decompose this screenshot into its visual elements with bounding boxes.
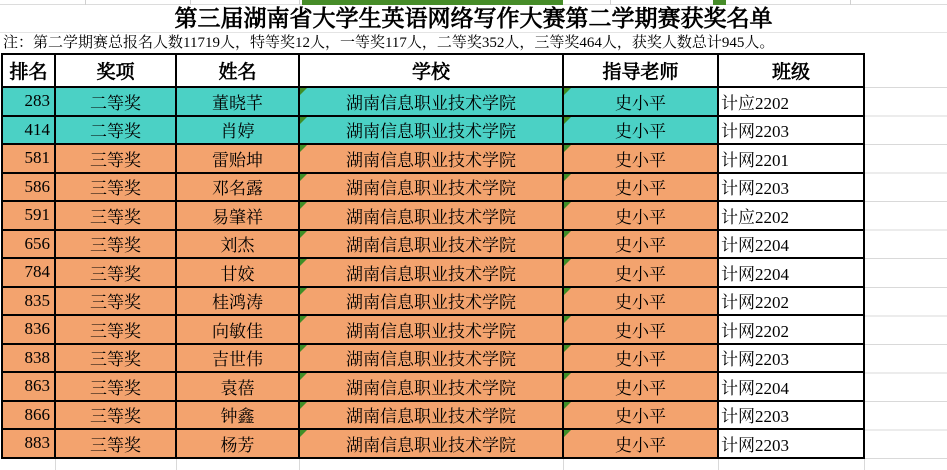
- award-cell[interactable]: 二等奖: [56, 88, 177, 117]
- rank-cell[interactable]: 836: [3, 316, 56, 345]
- class-cell[interactable]: 计网2204: [719, 373, 865, 402]
- class-cell[interactable]: 计网2203: [719, 402, 865, 431]
- teacher-text: 史小平: [615, 150, 666, 170]
- name-cell[interactable]: 肖婷: [177, 117, 300, 146]
- table-row: [3, 259, 865, 288]
- teacher-cell[interactable]: [564, 88, 719, 117]
- class-cell[interactable]: 计网2203: [719, 174, 865, 203]
- teacher-text: 史小平: [615, 207, 666, 227]
- rank-cell[interactable]: 883: [3, 430, 56, 459]
- school-text: 湖南信息职业技术学院: [346, 350, 516, 370]
- school-text: 湖南信息职业技术学院: [346, 179, 516, 199]
- header-name[interactable]: 姓名: [177, 55, 300, 88]
- note-cell[interactable]: 注：第二学期赛总报名人数11719人，特等奖12人，一等奖117人，二等奖352人，三等奖464人，获奖人数总计945人。: [3, 35, 775, 51]
- name-cell[interactable]: 吉世伟: [177, 345, 300, 374]
- awards-table: [1, 53, 865, 459]
- award-cell[interactable]: 三等奖: [56, 231, 177, 260]
- header-rank[interactable]: 排名: [3, 55, 56, 88]
- teacher-text: 史小平: [615, 293, 666, 313]
- cell-flag-icon: [564, 373, 571, 380]
- table-row: [3, 316, 865, 345]
- cell-flag-icon: [564, 259, 571, 266]
- rank-cell[interactable]: 784: [3, 259, 56, 288]
- teacher-cell[interactable]: [564, 316, 719, 345]
- gridline: [299, 459, 300, 470]
- award-cell[interactable]: 三等奖: [56, 345, 177, 374]
- cell-flag-icon: [300, 145, 307, 152]
- cell-flag-icon: [564, 174, 571, 181]
- cell-flag-icon: [300, 88, 307, 95]
- award-cell[interactable]: 二等奖: [56, 117, 177, 146]
- cell-flag-icon: [300, 430, 307, 437]
- rank-cell[interactable]: 866: [3, 402, 56, 431]
- school-text: 湖南信息职业技术学院: [346, 122, 516, 142]
- table-row: [3, 345, 865, 374]
- teacher-cell[interactable]: [564, 288, 719, 317]
- cell-flag-icon: [300, 231, 307, 238]
- teacher-text: 史小平: [615, 321, 666, 341]
- teacher-cell[interactable]: [564, 231, 719, 260]
- cell-flag-icon: [564, 345, 571, 352]
- rank-cell[interactable]: 581: [3, 145, 56, 174]
- gridline: [563, 459, 564, 470]
- gridline: [55, 459, 56, 470]
- teacher-cell[interactable]: [564, 202, 719, 231]
- teacher-cell[interactable]: [564, 373, 719, 402]
- name-cell[interactable]: 杨芳: [177, 430, 300, 459]
- class-cell[interactable]: 计网2204: [719, 259, 865, 288]
- teacher-cell[interactable]: [564, 430, 719, 459]
- table-row: [3, 202, 865, 231]
- cell-flag-icon: [300, 288, 307, 295]
- teacher-text: 史小平: [615, 93, 666, 113]
- class-cell[interactable]: 计网2201: [719, 145, 865, 174]
- gridline: [176, 459, 177, 470]
- name-cell[interactable]: 甘姣: [177, 259, 300, 288]
- cell-flag-icon: [564, 117, 571, 124]
- table-row: [3, 231, 865, 260]
- class-cell[interactable]: 计网2202: [719, 316, 865, 345]
- header-award[interactable]: 奖项: [56, 55, 177, 88]
- class-cell[interactable]: 计网2203: [719, 117, 865, 146]
- rank-cell[interactable]: 863: [3, 373, 56, 402]
- school-cell[interactable]: [300, 430, 564, 459]
- name-cell[interactable]: 刘杰: [177, 231, 300, 260]
- cell-flag-icon: [564, 288, 571, 295]
- award-cell[interactable]: 三等奖: [56, 402, 177, 431]
- award-cell[interactable]: 三等奖: [56, 316, 177, 345]
- school-text: 湖南信息职业技术学院: [346, 435, 516, 455]
- school-cell[interactable]: [300, 402, 564, 431]
- school-cell[interactable]: [300, 345, 564, 374]
- teacher-text: 史小平: [615, 264, 666, 284]
- school-text: 湖南信息职业技术学院: [346, 378, 516, 398]
- school-text: 湖南信息职业技术学院: [346, 321, 516, 341]
- teacher-text: 史小平: [615, 435, 666, 455]
- rank-cell[interactable]: 656: [3, 231, 56, 260]
- cell-flag-icon: [564, 402, 571, 409]
- teacher-text: 史小平: [615, 378, 666, 398]
- gridline: [718, 459, 719, 470]
- name-cell[interactable]: 向敏佳: [177, 316, 300, 345]
- school-cell[interactable]: [300, 117, 564, 146]
- sheet-title-cell[interactable]: 第三届湖南省大学生英语网络写作大赛第二学期赛获奖名单: [0, 5, 947, 33]
- cell-flag-icon: [564, 316, 571, 323]
- teacher-text: 史小平: [615, 407, 666, 427]
- cell-flag-icon: [564, 145, 571, 152]
- rank-cell[interactable]: 414: [3, 117, 56, 146]
- school-text: 湖南信息职业技术学院: [346, 264, 516, 284]
- class-cell[interactable]: 计网2203: [719, 430, 865, 459]
- table-row: [3, 145, 865, 174]
- rank-cell[interactable]: 586: [3, 174, 56, 203]
- class-cell[interactable]: 计网2202: [719, 288, 865, 317]
- award-cell[interactable]: 三等奖: [56, 174, 177, 203]
- teacher-text: 史小平: [615, 236, 666, 256]
- cell-flag-icon: [564, 231, 571, 238]
- header-teacher[interactable]: 指导老师: [564, 55, 719, 88]
- name-cell[interactable]: 钟鑫: [177, 402, 300, 431]
- cell-flag-icon: [300, 202, 307, 209]
- teacher-cell[interactable]: [564, 402, 719, 431]
- school-cell[interactable]: [300, 288, 564, 317]
- teacher-cell[interactable]: [564, 117, 719, 146]
- school-cell[interactable]: [300, 259, 564, 288]
- rank-cell[interactable]: 835: [3, 288, 56, 317]
- school-cell[interactable]: [300, 145, 564, 174]
- cell-flag-icon: [300, 316, 307, 323]
- teacher-text: 史小平: [615, 122, 666, 142]
- cell-flag-icon: [300, 345, 307, 352]
- header-school[interactable]: 学校: [300, 55, 564, 88]
- cell-flag-icon: [564, 430, 571, 437]
- school-text: 湖南信息职业技术学院: [346, 93, 516, 113]
- school-cell[interactable]: [300, 174, 564, 203]
- name-cell[interactable]: 袁蓓: [177, 373, 300, 402]
- table-row: [3, 288, 865, 317]
- class-cell[interactable]: 计应2202: [719, 88, 865, 117]
- cell-flag-icon: [300, 373, 307, 380]
- cell-flag-icon: [564, 202, 571, 209]
- school-cell[interactable]: [300, 316, 564, 345]
- table-header-row: [3, 55, 865, 88]
- school-text: 湖南信息职业技术学院: [346, 150, 516, 170]
- name-cell[interactable]: 邓名露: [177, 174, 300, 203]
- school-text: 湖南信息职业技术学院: [346, 293, 516, 313]
- gridlines-right-of-table: [865, 87, 947, 460]
- cell-flag-icon: [300, 174, 307, 181]
- award-cell[interactable]: 三等奖: [56, 145, 177, 174]
- cell-flag-icon: [564, 88, 571, 95]
- school-cell[interactable]: [300, 202, 564, 231]
- class-cell[interactable]: 计网2203: [719, 345, 865, 374]
- table-row: [3, 430, 865, 459]
- name-cell[interactable]: 易肇祥: [177, 202, 300, 231]
- name-cell[interactable]: 董晓芊: [177, 88, 300, 117]
- award-cell[interactable]: 三等奖: [56, 202, 177, 231]
- award-cell[interactable]: 三等奖: [56, 259, 177, 288]
- table-row: [3, 174, 865, 203]
- gridline: [864, 459, 865, 470]
- class-cell[interactable]: 计网2204: [719, 231, 865, 260]
- header-class[interactable]: 班级: [719, 55, 865, 88]
- school-text: 湖南信息职业技术学院: [346, 207, 516, 227]
- teacher-cell[interactable]: [564, 345, 719, 374]
- school-cell[interactable]: [300, 88, 564, 117]
- rank-cell[interactable]: 283: [3, 88, 56, 117]
- award-cell[interactable]: 三等奖: [56, 288, 177, 317]
- school-text: 湖南信息职业技术学院: [346, 236, 516, 256]
- teacher-cell[interactable]: [564, 174, 719, 203]
- rank-cell[interactable]: 591: [3, 202, 56, 231]
- award-cell[interactable]: 三等奖: [56, 373, 177, 402]
- school-cell[interactable]: [300, 373, 564, 402]
- cell-flag-icon: [300, 259, 307, 266]
- school-cell[interactable]: [300, 231, 564, 260]
- name-cell[interactable]: 桂鸿涛: [177, 288, 300, 317]
- teacher-text: 史小平: [615, 179, 666, 199]
- table-row: [3, 88, 865, 117]
- award-cell[interactable]: 三等奖: [56, 430, 177, 459]
- teacher-cell[interactable]: [564, 145, 719, 174]
- school-text: 湖南信息职业技术学院: [346, 407, 516, 427]
- cell-flag-icon: [300, 402, 307, 409]
- table-row: [3, 373, 865, 402]
- table-row: [3, 402, 865, 431]
- table-row: [3, 117, 865, 146]
- teacher-text: 史小平: [615, 350, 666, 370]
- rank-cell[interactable]: 838: [3, 345, 56, 374]
- cell-flag-icon: [300, 117, 307, 124]
- teacher-cell[interactable]: [564, 259, 719, 288]
- name-cell[interactable]: 雷贻坤: [177, 145, 300, 174]
- class-cell[interactable]: 计应2202: [719, 202, 865, 231]
